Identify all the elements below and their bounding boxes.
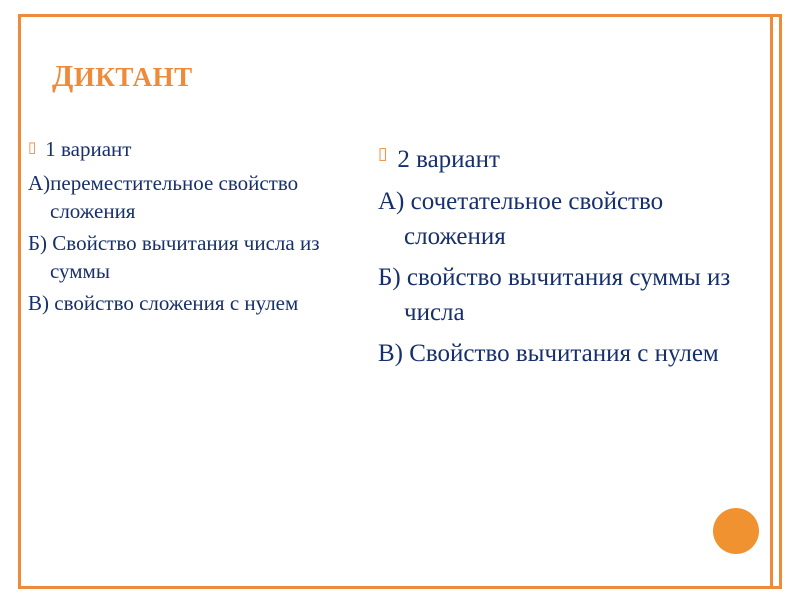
frame-bottom-line bbox=[18, 586, 782, 589]
variant-1-item-a bbox=[28, 170, 368, 226]
variant-2-item-v bbox=[378, 336, 738, 372]
title-rest: ИКТАНТ bbox=[73, 62, 193, 92]
frame-right-outer-line bbox=[779, 14, 782, 589]
title-first-letter: Д bbox=[52, 58, 74, 93]
frame-right-inner-line bbox=[770, 14, 773, 589]
variant-1-item-v bbox=[28, 290, 368, 318]
frame-left-line bbox=[18, 14, 21, 589]
variant-1-item-a-text: А)переместительное свойство сложения bbox=[28, 170, 299, 223]
variant-2-heading: 2 вариант bbox=[397, 146, 500, 173]
variant-1-item-v-text: В) свойство сложения с нулем bbox=[28, 290, 299, 315]
square-bullet-icon: ▯ bbox=[28, 138, 37, 156]
variant-2-item-a-text: А) сочетательное свойство сложения bbox=[378, 187, 664, 250]
slide-title bbox=[52, 58, 193, 94]
variant-1-heading-row bbox=[28, 136, 368, 164]
column-variant-1 bbox=[28, 136, 368, 322]
frame-top-line bbox=[18, 14, 782, 17]
variant-2-item-b bbox=[378, 260, 738, 331]
decorative-circle bbox=[713, 508, 759, 554]
variant-2-item-v-text: В) Свойство вычитания с нулем bbox=[378, 339, 719, 367]
variant-1-item-b-text: Б) Свойство вычитания числа из суммы bbox=[28, 230, 320, 283]
variant-1-item-b bbox=[28, 230, 368, 286]
variant-2-item-a bbox=[378, 184, 738, 255]
square-bullet-icon: ▯ bbox=[378, 144, 388, 164]
column-variant-2 bbox=[378, 142, 738, 376]
variant-2-heading-row bbox=[378, 142, 738, 178]
variant-1-heading: 1 вариант bbox=[45, 137, 132, 161]
variant-2-item-b-text: Б) свойство вычитания суммы из числа bbox=[378, 263, 731, 326]
